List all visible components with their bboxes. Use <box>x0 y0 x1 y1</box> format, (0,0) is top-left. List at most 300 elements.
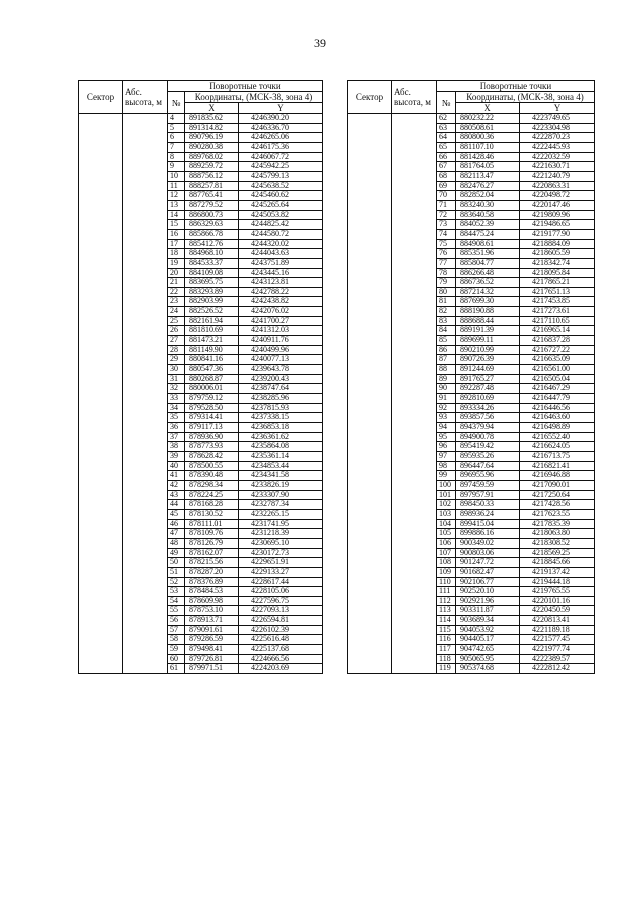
point-number-cell: 25 <box>168 316 185 326</box>
x-coordinate-cell: 879971.51 <box>185 664 239 674</box>
point-number-cell: 47 <box>168 529 185 539</box>
y-coordinate-cell: 4233307.90 <box>239 490 323 500</box>
y-coordinate-cell: 4234341.58 <box>239 471 323 481</box>
y-coordinate-cell: 4228617.44 <box>239 577 323 587</box>
x-coordinate-cell: 889768.02 <box>185 152 239 162</box>
y-coordinate-cell: 4220101.16 <box>520 596 595 606</box>
y-coordinate-cell: 4216624.05 <box>520 442 595 452</box>
point-number-cell: 95 <box>437 432 456 442</box>
y-coordinate-cell: 4219486.65 <box>520 220 595 230</box>
point-number-cell: 66 <box>437 152 456 162</box>
y-coordinate-cell: 4222812.42 <box>520 664 595 674</box>
point-number-cell: 107 <box>437 548 456 558</box>
coordinates-table-right <box>347 80 595 674</box>
y-header: Y <box>239 103 323 114</box>
x-coordinate-cell: 881149.90 <box>185 345 239 355</box>
point-number-cell: 105 <box>437 529 456 539</box>
x-coordinate-cell: 880232.22 <box>456 114 520 124</box>
x-coordinate-cell: 884052.39 <box>456 220 520 230</box>
point-number-cell: 74 <box>437 229 456 239</box>
point-number-cell: 7 <box>168 142 185 152</box>
x-coordinate-cell: 878484.53 <box>185 587 239 597</box>
x-coordinate-cell: 880268.87 <box>185 374 239 384</box>
y-coordinate-cell: 4217110.65 <box>520 316 595 326</box>
x-coordinate-cell: 885412.76 <box>185 239 239 249</box>
point-number-cell: 33 <box>168 394 185 404</box>
point-number-cell: 83 <box>437 316 456 326</box>
point-number-cell: 29 <box>168 355 185 365</box>
point-number-cell: 117 <box>437 645 456 655</box>
y-coordinate-cell: 4222032.59 <box>520 152 595 162</box>
y-coordinate-cell: 4245265.64 <box>239 200 323 210</box>
y-coordinate-cell: 4218884.09 <box>520 239 595 249</box>
point-number-cell: 84 <box>437 326 456 336</box>
y-coordinate-cell: 4217865.21 <box>520 278 595 288</box>
point-number-cell: 45 <box>168 509 185 519</box>
point-number-cell: 34 <box>168 403 185 413</box>
x-coordinate-cell: 878753.10 <box>185 606 239 616</box>
x-coordinate-cell: 886800.73 <box>185 210 239 220</box>
y-coordinate-cell: 4218063.80 <box>520 529 595 539</box>
y-coordinate-cell: 4217835.39 <box>520 519 595 529</box>
y-coordinate-cell: 4243445.16 <box>239 268 323 278</box>
x-coordinate-cell: 878936.90 <box>185 432 239 442</box>
x-coordinate-cell: 891835.62 <box>185 114 239 124</box>
point-number-cell: 119 <box>437 664 456 674</box>
x-coordinate-cell: 880508.61 <box>456 123 520 133</box>
y-coordinate-cell: 4228105.06 <box>239 587 323 597</box>
y-coordinate-cell: 4237815.93 <box>239 403 323 413</box>
x-coordinate-cell: 892287.48 <box>456 384 520 394</box>
y-coordinate-cell: 4227596.75 <box>239 596 323 606</box>
point-number-cell: 99 <box>437 471 456 481</box>
x-coordinate-cell: 886736.52 <box>456 278 520 288</box>
x-coordinate-cell: 897459.59 <box>456 480 520 490</box>
x-coordinate-cell: 878109.76 <box>185 529 239 539</box>
y-coordinate-cell: 4243751.89 <box>239 258 323 268</box>
x-coordinate-cell: 889191.39 <box>456 326 520 336</box>
y-coordinate-cell: 4216837.28 <box>520 336 595 346</box>
x-coordinate-cell: 887214.32 <box>456 287 520 297</box>
point-number-cell: 86 <box>437 345 456 355</box>
x-coordinate-cell: 878287.20 <box>185 567 239 577</box>
x-coordinate-cell: 878773.93 <box>185 442 239 452</box>
x-coordinate-cell: 894379.94 <box>456 423 520 433</box>
point-number-cell: 6 <box>168 133 185 143</box>
x-coordinate-cell: 878500.55 <box>185 461 239 471</box>
x-coordinate-cell: 894900.78 <box>456 432 520 442</box>
x-coordinate-cell: 901247.72 <box>456 558 520 568</box>
point-number-cell: 52 <box>168 577 185 587</box>
point-number-cell: 114 <box>437 616 456 626</box>
x-coordinate-cell: 882852.04 <box>456 191 520 201</box>
y-coordinate-cell: 4216467.29 <box>520 384 595 394</box>
point-number-cell: 31 <box>168 374 185 384</box>
y-coordinate-cell: 4216447.79 <box>520 394 595 404</box>
x-coordinate-cell: 879314.41 <box>185 413 239 423</box>
x-coordinate-cell: 881810.69 <box>185 326 239 336</box>
y-coordinate-cell: 4221630.71 <box>520 162 595 172</box>
x-coordinate-cell: 884533.37 <box>185 258 239 268</box>
y-coordinate-cell: 4225137.68 <box>239 645 323 655</box>
x-coordinate-cell: 879091.61 <box>185 625 239 635</box>
x-coordinate-cell: 888257.81 <box>185 181 239 191</box>
number-header: № <box>168 92 185 114</box>
y-coordinate-cell: 4221977.74 <box>520 645 595 655</box>
y-coordinate-cell: 4246265.06 <box>239 133 323 143</box>
x-coordinate-cell: 892810.69 <box>456 394 520 404</box>
x-coordinate-cell: 878390.48 <box>185 471 239 481</box>
point-number-cell: 111 <box>437 587 456 597</box>
y-coordinate-cell: 4216713.75 <box>520 451 595 461</box>
x-coordinate-cell: 884908.61 <box>456 239 520 249</box>
y-coordinate-cell: 4231218.39 <box>239 529 323 539</box>
x-coordinate-cell: 888756.12 <box>185 171 239 181</box>
y-coordinate-cell: 4238747.64 <box>239 384 323 394</box>
y-coordinate-cell: 4224203.69 <box>239 664 323 674</box>
point-number-cell: 109 <box>437 567 456 577</box>
y-coordinate-cell: 4222445.93 <box>520 142 595 152</box>
abs-height-header: Абс. высота, м <box>392 81 437 114</box>
coordinates-header: Координаты, (МСК-38, зона 4) <box>185 92 323 103</box>
coordinates-table-left <box>78 80 323 674</box>
point-number-cell: 15 <box>168 220 185 230</box>
y-coordinate-cell: 4219809.96 <box>520 210 595 220</box>
y-coordinate-cell: 4229651.91 <box>239 558 323 568</box>
y-coordinate-cell: 4235864.08 <box>239 442 323 452</box>
x-coordinate-cell: 880547.36 <box>185 365 239 375</box>
x-coordinate-cell: 885804.77 <box>456 258 520 268</box>
x-coordinate-cell: 887699.30 <box>456 297 520 307</box>
x-coordinate-cell: 886266.48 <box>456 268 520 278</box>
x-coordinate-cell: 883640.58 <box>456 210 520 220</box>
y-coordinate-cell: 4244825.42 <box>239 220 323 230</box>
sector-header: Сектор <box>348 81 392 114</box>
point-number-cell: 112 <box>437 596 456 606</box>
abs-height-cell <box>123 114 168 674</box>
table-row <box>348 114 595 124</box>
y-coordinate-cell: 4216463.60 <box>520 413 595 423</box>
x-coordinate-cell: 891314.82 <box>185 123 239 133</box>
y-coordinate-cell: 4236853.18 <box>239 423 323 433</box>
y-coordinate-cell: 4219444.18 <box>520 577 595 587</box>
point-number-cell: 12 <box>168 191 185 201</box>
y-coordinate-cell: 4229133.27 <box>239 567 323 577</box>
x-coordinate-cell: 902520.10 <box>456 587 520 597</box>
point-number-cell: 63 <box>437 123 456 133</box>
y-coordinate-cell: 4221189.18 <box>520 625 595 635</box>
point-number-cell: 11 <box>168 181 185 191</box>
y-coordinate-cell: 4219137.42 <box>520 567 595 577</box>
y-coordinate-cell: 4221577.45 <box>520 635 595 645</box>
y-coordinate-cell: 4238285.96 <box>239 394 323 404</box>
point-number-cell: 10 <box>168 171 185 181</box>
point-number-cell: 110 <box>437 577 456 587</box>
point-number-cell: 44 <box>168 500 185 510</box>
y-coordinate-cell: 4217651.13 <box>520 287 595 297</box>
point-number-cell: 51 <box>168 567 185 577</box>
y-coordinate-cell: 4216727.22 <box>520 345 595 355</box>
point-number-cell: 92 <box>437 403 456 413</box>
y-coordinate-cell: 4220813.41 <box>520 616 595 626</box>
x-coordinate-cell: 883240.30 <box>456 200 520 210</box>
y-coordinate-cell: 4241700.27 <box>239 316 323 326</box>
point-number-cell: 89 <box>437 374 456 384</box>
point-number-cell: 32 <box>168 384 185 394</box>
point-number-cell: 37 <box>168 432 185 442</box>
y-coordinate-cell: 4216505.04 <box>520 374 595 384</box>
point-number-cell: 26 <box>168 326 185 336</box>
y-coordinate-cell: 4245460.62 <box>239 191 323 201</box>
y-coordinate-cell: 4217090.01 <box>520 480 595 490</box>
point-number-cell: 106 <box>437 538 456 548</box>
point-number-cell: 69 <box>437 181 456 191</box>
point-number-cell: 40 <box>168 461 185 471</box>
table-row <box>79 114 323 124</box>
point-number-cell: 98 <box>437 461 456 471</box>
point-number-cell: 16 <box>168 229 185 239</box>
x-coordinate-cell: 882113.47 <box>456 171 520 181</box>
y-coordinate-cell: 4217428.56 <box>520 500 595 510</box>
x-coordinate-cell: 881764.05 <box>456 162 520 172</box>
point-number-cell: 55 <box>168 606 185 616</box>
point-number-cell: 81 <box>437 297 456 307</box>
x-coordinate-cell: 878215.56 <box>185 558 239 568</box>
y-coordinate-cell: 4234853.44 <box>239 461 323 471</box>
y-coordinate-cell: 4241312.03 <box>239 326 323 336</box>
point-number-cell: 24 <box>168 307 185 317</box>
y-coordinate-cell: 4223749.65 <box>520 114 595 124</box>
y-coordinate-cell: 4216561.00 <box>520 365 595 375</box>
point-number-cell: 46 <box>168 519 185 529</box>
y-coordinate-cell: 4225616.48 <box>239 635 323 645</box>
y-coordinate-cell: 4222389.57 <box>520 654 595 664</box>
point-number-cell: 90 <box>437 384 456 394</box>
point-number-cell: 35 <box>168 413 185 423</box>
x-coordinate-cell: 899415.04 <box>456 519 520 529</box>
x-coordinate-cell: 889259.72 <box>185 162 239 172</box>
point-number-cell: 56 <box>168 616 185 626</box>
point-number-cell: 43 <box>168 490 185 500</box>
x-coordinate-cell: 898936.24 <box>456 509 520 519</box>
x-coordinate-cell: 903311.87 <box>456 606 520 616</box>
point-number-cell: 97 <box>437 451 456 461</box>
x-header: X <box>185 103 239 114</box>
y-coordinate-cell: 4240911.76 <box>239 336 323 346</box>
point-number-cell: 67 <box>437 162 456 172</box>
point-number-cell: 22 <box>168 287 185 297</box>
point-number-cell: 36 <box>168 423 185 433</box>
y-coordinate-cell: 4243123.81 <box>239 278 323 288</box>
point-number-cell: 57 <box>168 625 185 635</box>
point-number-cell: 18 <box>168 249 185 259</box>
x-coordinate-cell: 898450.33 <box>456 500 520 510</box>
y-coordinate-cell: 4230695.10 <box>239 538 323 548</box>
point-number-cell: 108 <box>437 558 456 568</box>
y-coordinate-cell: 4219177.90 <box>520 229 595 239</box>
y-coordinate-cell: 4233826.19 <box>239 480 323 490</box>
x-coordinate-cell: 888190.88 <box>456 307 520 317</box>
y-coordinate-cell: 4242438.82 <box>239 297 323 307</box>
y-coordinate-cell: 4246067.72 <box>239 152 323 162</box>
y-coordinate-cell: 4216946.88 <box>520 471 595 481</box>
y-coordinate-cell: 4218569.25 <box>520 548 595 558</box>
point-number-cell: 41 <box>168 471 185 481</box>
point-number-cell: 77 <box>437 258 456 268</box>
y-coordinate-cell: 4227093.13 <box>239 606 323 616</box>
x-coordinate-cell: 878376.89 <box>185 577 239 587</box>
y-coordinate-cell: 4235361.14 <box>239 451 323 461</box>
abs-height-cell <box>392 114 437 674</box>
point-number-cell: 17 <box>168 239 185 249</box>
x-coordinate-cell: 878162.07 <box>185 548 239 558</box>
x-coordinate-cell: 893334.26 <box>456 403 520 413</box>
x-coordinate-cell: 899886.16 <box>456 529 520 539</box>
y-coordinate-cell: 4218095.84 <box>520 268 595 278</box>
y-coordinate-cell: 4240499.96 <box>239 345 323 355</box>
y-coordinate-cell: 4216965.14 <box>520 326 595 336</box>
x-coordinate-cell: 881107.10 <box>456 142 520 152</box>
point-number-cell: 20 <box>168 268 185 278</box>
x-coordinate-cell: 900349.02 <box>456 538 520 548</box>
y-coordinate-cell: 4232265.15 <box>239 509 323 519</box>
point-number-cell: 14 <box>168 210 185 220</box>
y-coordinate-cell: 4220147.46 <box>520 200 595 210</box>
x-coordinate-cell: 878168.28 <box>185 500 239 510</box>
point-number-cell: 21 <box>168 278 185 288</box>
x-coordinate-cell: 891244.69 <box>456 365 520 375</box>
x-coordinate-cell: 882161.94 <box>185 316 239 326</box>
x-coordinate-cell: 881428.46 <box>456 152 520 162</box>
point-number-cell: 76 <box>437 249 456 259</box>
point-number-cell: 101 <box>437 490 456 500</box>
point-number-cell: 72 <box>437 210 456 220</box>
y-coordinate-cell: 4242076.02 <box>239 307 323 317</box>
number-header: № <box>437 92 456 114</box>
y-coordinate-cell: 4245799.13 <box>239 171 323 181</box>
x-coordinate-cell: 904405.17 <box>456 635 520 645</box>
x-coordinate-cell: 896955.96 <box>456 471 520 481</box>
point-number-cell: 113 <box>437 606 456 616</box>
y-coordinate-cell: 4242788.22 <box>239 287 323 297</box>
point-number-cell: 38 <box>168 442 185 452</box>
page-number: 39 <box>314 36 326 50</box>
x-coordinate-cell: 879528.50 <box>185 403 239 413</box>
x-coordinate-cell: 878298.34 <box>185 480 239 490</box>
x-coordinate-cell: 887765.41 <box>185 191 239 201</box>
x-coordinate-cell: 890796.19 <box>185 133 239 143</box>
x-coordinate-cell: 890280.38 <box>185 142 239 152</box>
point-number-cell: 79 <box>437 278 456 288</box>
y-coordinate-cell: 4246336.70 <box>239 123 323 133</box>
x-coordinate-cell: 880800.36 <box>456 133 520 143</box>
x-coordinate-cell: 878130.52 <box>185 509 239 519</box>
point-number-cell: 91 <box>437 394 456 404</box>
point-number-cell: 48 <box>168 538 185 548</box>
x-coordinate-cell: 882526.52 <box>185 307 239 317</box>
x-coordinate-cell: 890726.39 <box>456 355 520 365</box>
point-number-cell: 58 <box>168 635 185 645</box>
y-coordinate-cell: 4245942.25 <box>239 162 323 172</box>
point-number-cell: 64 <box>437 133 456 143</box>
point-number-cell: 50 <box>168 558 185 568</box>
y-coordinate-cell: 4220450.59 <box>520 606 595 616</box>
point-number-cell: 80 <box>437 287 456 297</box>
x-coordinate-cell: 878913.71 <box>185 616 239 626</box>
y-coordinate-cell: 4217453.85 <box>520 297 595 307</box>
point-number-cell: 23 <box>168 297 185 307</box>
y-coordinate-cell: 4226594.81 <box>239 616 323 626</box>
y-coordinate-cell: 4245638.52 <box>239 181 323 191</box>
y-coordinate-cell: 4244043.63 <box>239 249 323 259</box>
y-coordinate-cell: 4244580.72 <box>239 229 323 239</box>
y-coordinate-cell: 4240077.13 <box>239 355 323 365</box>
x-coordinate-cell: 885866.78 <box>185 229 239 239</box>
x-coordinate-cell: 890210.99 <box>456 345 520 355</box>
y-coordinate-cell: 4239200.43 <box>239 374 323 384</box>
x-coordinate-cell: 880841.16 <box>185 355 239 365</box>
point-number-cell: 94 <box>437 423 456 433</box>
x-coordinate-cell: 878126.79 <box>185 538 239 548</box>
point-number-cell: 116 <box>437 635 456 645</box>
point-number-cell: 60 <box>168 654 185 664</box>
x-coordinate-cell: 879117.13 <box>185 423 239 433</box>
point-number-cell: 70 <box>437 191 456 201</box>
x-coordinate-cell: 897957.91 <box>456 490 520 500</box>
point-number-cell: 73 <box>437 220 456 230</box>
x-coordinate-cell: 895935.26 <box>456 451 520 461</box>
y-coordinate-cell: 4216446.56 <box>520 403 595 413</box>
x-coordinate-cell: 878628.42 <box>185 451 239 461</box>
y-coordinate-cell: 4216821.41 <box>520 461 595 471</box>
x-coordinate-cell: 881473.21 <box>185 336 239 346</box>
x-coordinate-cell: 879286.59 <box>185 635 239 645</box>
y-coordinate-cell: 4220498.72 <box>520 191 595 201</box>
x-coordinate-cell: 884968.10 <box>185 249 239 259</box>
point-number-cell: 96 <box>437 442 456 452</box>
y-coordinate-cell: 4237338.15 <box>239 413 323 423</box>
x-coordinate-cell: 888688.44 <box>456 316 520 326</box>
point-number-cell: 27 <box>168 336 185 346</box>
y-header: Y <box>520 103 595 114</box>
point-number-cell: 75 <box>437 239 456 249</box>
x-coordinate-cell: 887279.52 <box>185 200 239 210</box>
y-coordinate-cell: 4239643.78 <box>239 365 323 375</box>
point-number-cell: 65 <box>437 142 456 152</box>
abs-height-header: Абс. высота, м <box>123 81 168 114</box>
x-coordinate-cell: 879759.12 <box>185 394 239 404</box>
y-coordinate-cell: 4216552.40 <box>520 432 595 442</box>
point-number-cell: 19 <box>168 258 185 268</box>
point-number-cell: 54 <box>168 596 185 606</box>
y-coordinate-cell: 4236361.62 <box>239 432 323 442</box>
sector-header: Сектор <box>79 81 123 114</box>
x-coordinate-cell: 878111.01 <box>185 519 239 529</box>
point-number-cell: 49 <box>168 548 185 558</box>
x-coordinate-cell: 895419.42 <box>456 442 520 452</box>
coordinates-header: Координаты, (МСК-38, зона 4) <box>456 92 595 103</box>
y-coordinate-cell: 4218308.52 <box>520 538 595 548</box>
point-number-cell: 115 <box>437 625 456 635</box>
y-coordinate-cell: 4224666.56 <box>239 654 323 664</box>
x-coordinate-cell: 902921.96 <box>456 596 520 606</box>
y-coordinate-cell: 4246175.36 <box>239 142 323 152</box>
point-number-cell: 13 <box>168 200 185 210</box>
y-coordinate-cell: 4219765.55 <box>520 587 595 597</box>
x-coordinate-cell: 885351.96 <box>456 249 520 259</box>
point-number-cell: 93 <box>437 413 456 423</box>
x-coordinate-cell: 905374.68 <box>456 664 520 674</box>
